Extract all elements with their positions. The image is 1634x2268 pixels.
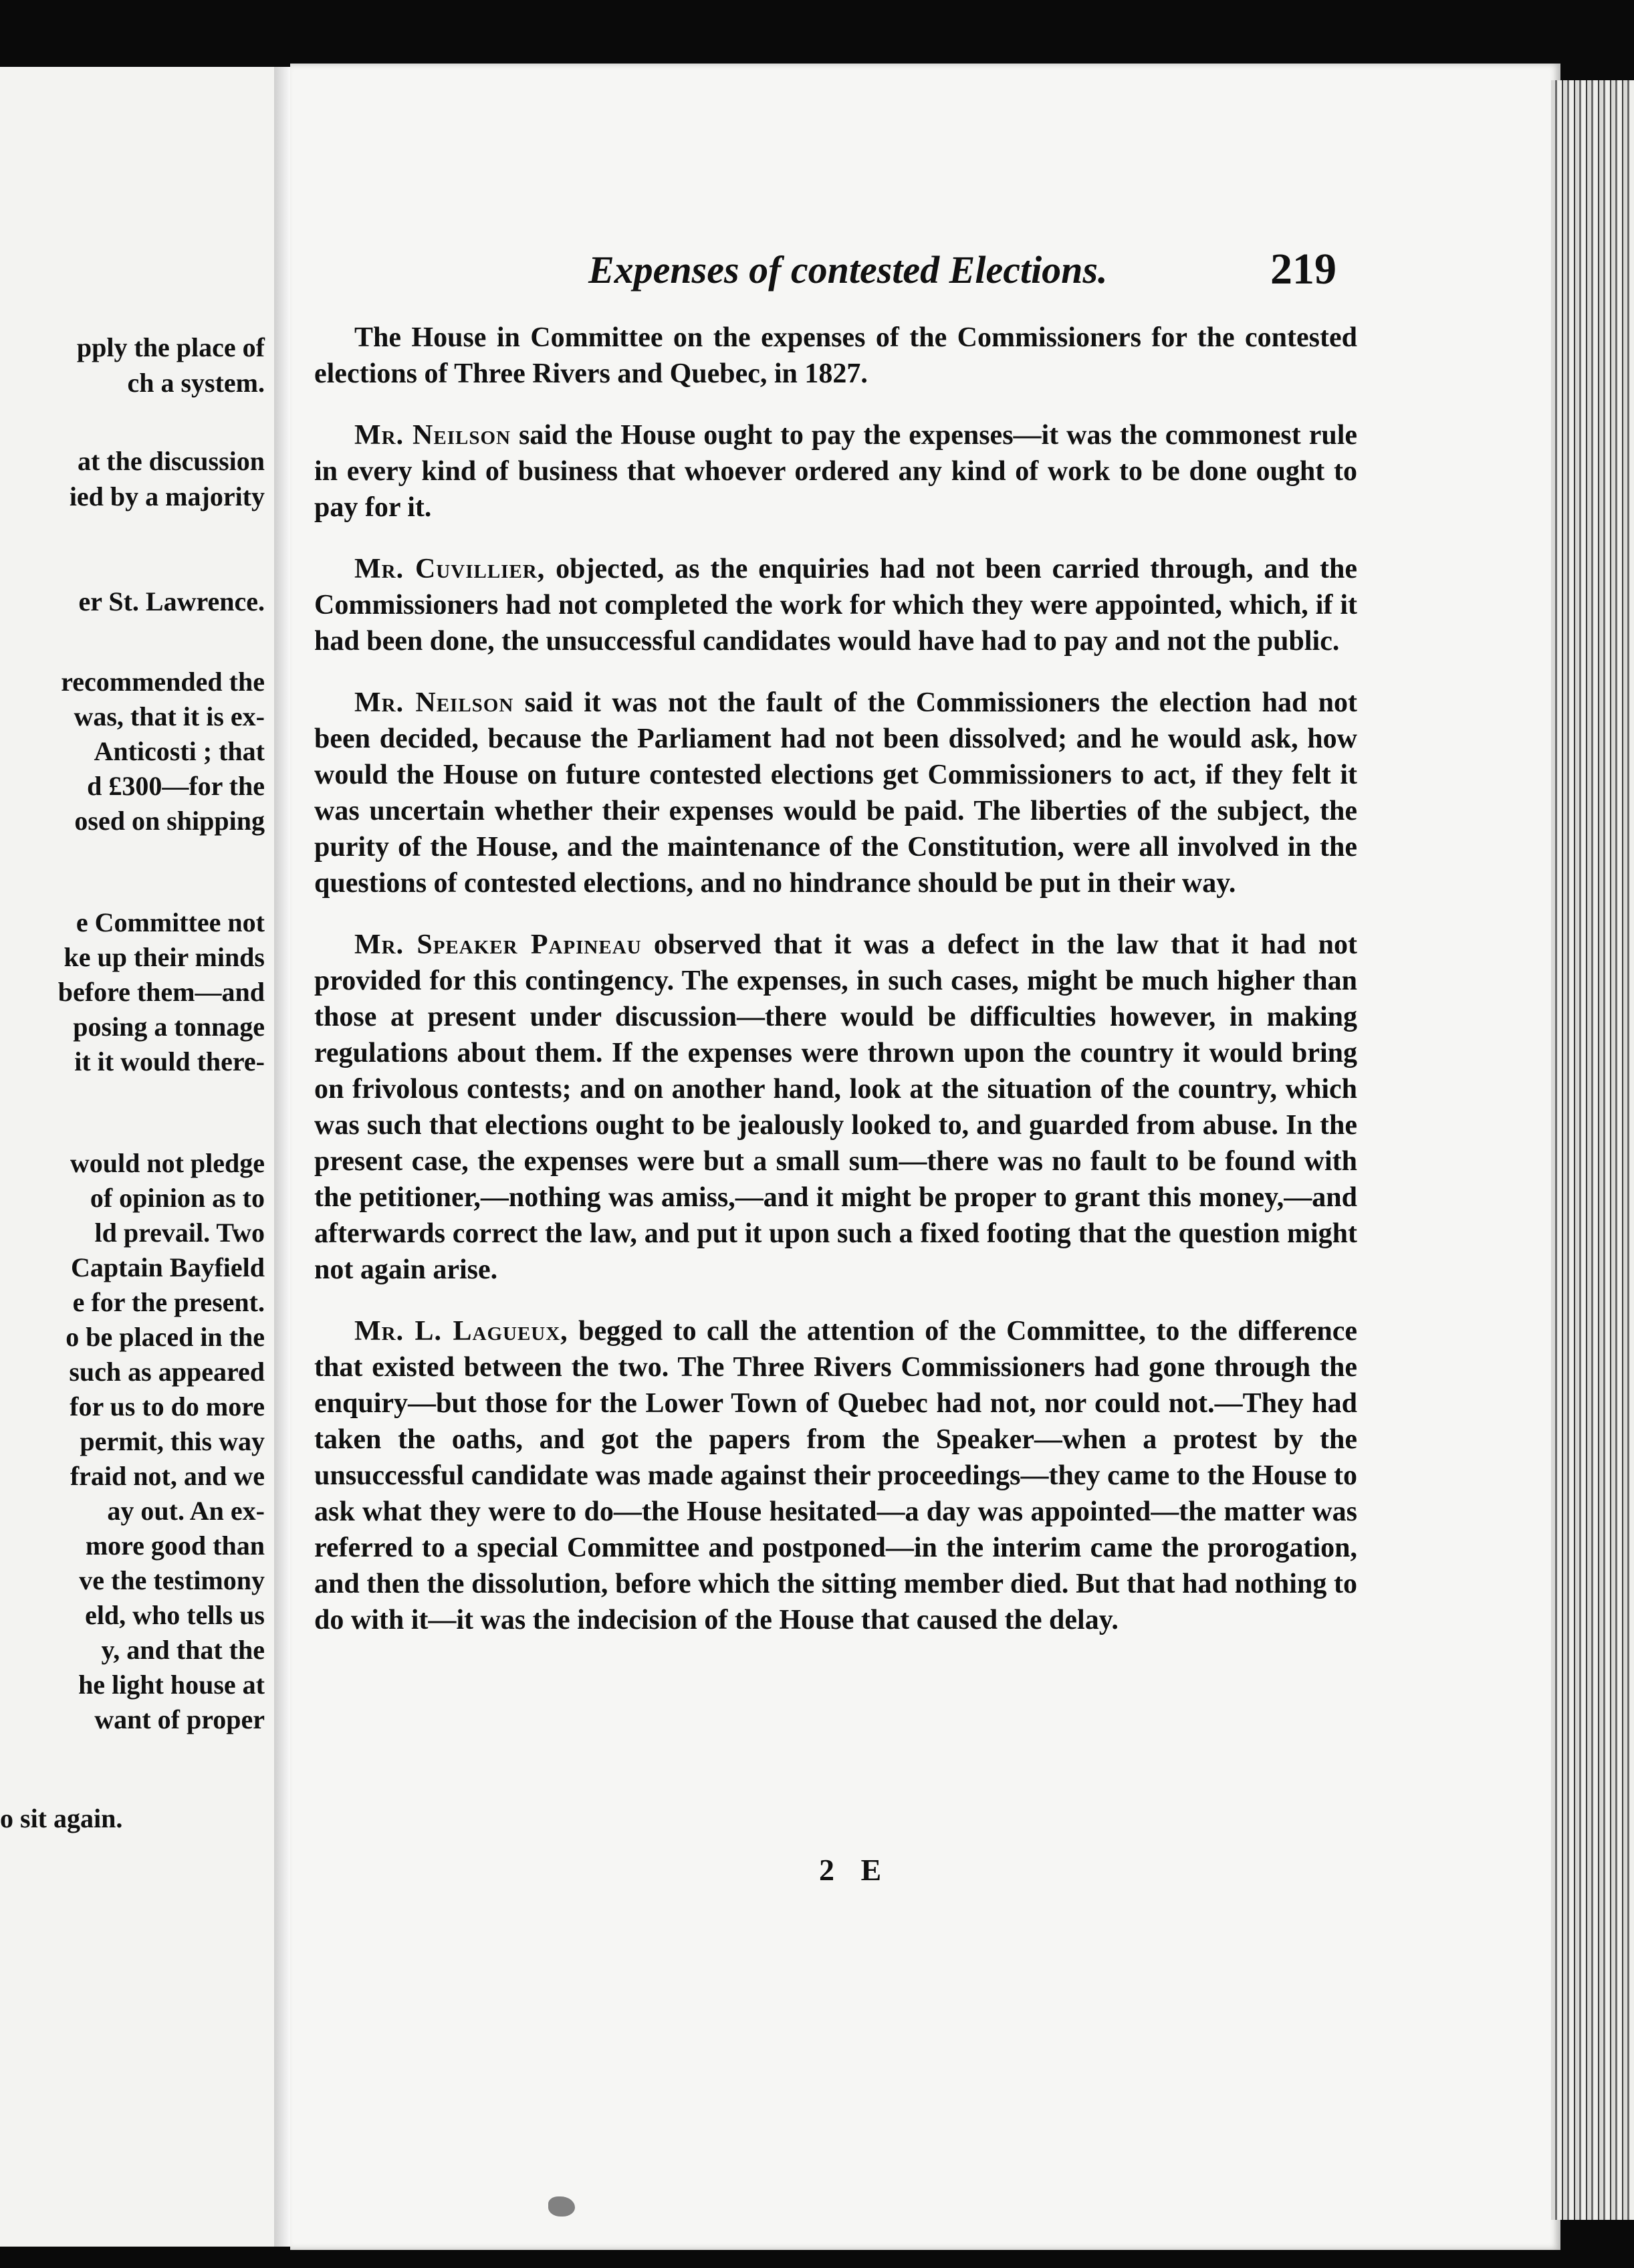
left-page-line: ld prevail. Two [94,1218,265,1248]
left-page-line: ied by a majority [69,481,265,512]
left-page-line: recommended the [61,667,265,697]
left-page-line: would not pledge [70,1148,265,1178]
left-page-line: d £300—for the [87,771,265,801]
speaker-name: Mr. Cuvillier, [354,554,546,584]
left-page-line: ke up their minds [64,942,265,972]
signature-mark: 2 E [819,1853,891,1887]
left-page-line: er St. Lawrence. [78,586,265,616]
page-edges [1551,80,1634,2220]
left-page-line: permit, this way [80,1426,265,1456]
speaker-name: Mr. L. Lagueux, [354,1316,568,1347]
left-page-line: for us to do more [70,1391,265,1422]
left-page-line: ve the testimony [79,1565,265,1595]
speaker-name: Mr. Neilson [354,687,514,718]
left-facing-page [0,67,278,2247]
left-page-line: ay out. An ex- [107,1496,265,1526]
left-page-line: osed on shipping [74,806,265,836]
speaker-name: Mr. Neilson [354,420,511,451]
paragraph [314,417,1357,526]
paragraph-text: begged to call the attention of the Committee, to the difference that existed between the two. The Three Rivers Commissioners had gone through the enquiry—but those for the Lower Town of Quebec had not, nor could not.—They had taken the oaths, and got the papers from the Speaker—when a protest by the unsuccessful candidate was made against their proceedings—they came to the House to ask what they were to do—the House hesitated—a day was appointed—the matter was referred to a special Committee and postponed—in the interim came the prorogation, and then the dissolution, before which the sitting member died. But that had nothing to do with it—it was the indecision of the House that caused the delay. [314,1316,1357,1635]
paragraph-text: said the House ought to pay the expenses—it was the commonest rule in every kind of business that whoever ordered any kind of work to be done ought to pay for it. [314,420,1358,523]
left-page-line: o be placed in the [66,1322,265,1352]
book-gutter [274,67,290,2247]
left-page-line: Anticosti ; that [94,736,265,766]
paragraph-text: observed that it was a defect in the law that it had not provided for this contingency. The expenses, in such cases, might be much higher than those at present under discussion—there would be difficulties however, in making regulations about them. If the expenses were thrown upon the country it would bring on frivolous contests; and on another hand, look at the situation of the country, which was such that elections ought to be jealously looked to, and guarded from abuse. In the present case, the expenses were but a small sum—there was no fault to be found with the petitioner,—nothing was amiss,—and it might be proper to grant this money,—and afterwards correct the law, and put it upon such a fixed footing that the question might not again arise. [314,929,1357,1285]
left-page-line: e for the present. [72,1287,265,1317]
left-page-line: Captain Bayfield [70,1252,265,1282]
left-page-line: y, and that the [101,1635,265,1665]
main-text-column [314,320,1357,1664]
left-page-line: before them—and [57,977,265,1007]
page-number: 219 [1270,245,1336,294]
left-page-line: eld, who tells us [85,1600,265,1630]
paragraph-text: objected, as the enquiries had not been carried through, and the Commissioners had not completed the work for which they were appointed, which, if it had been done, the unsuccessful candidates would have had to pay and not the public. [314,554,1358,657]
ink-blot [548,2196,575,2217]
left-page-line: at the discussion [77,446,265,476]
left-page-line: fraid not, and we [70,1461,265,1491]
left-page-line: ch a system. [127,368,265,398]
speaker-name: Mr. Speaker Papineau [354,929,642,960]
left-page-line: o sit again. [0,1803,123,1833]
left-page-line: he light house at [78,1670,265,1700]
paragraph [314,927,1357,1288]
left-page-line: more good than [85,1530,265,1561]
left-page-line: it it would there- [74,1046,265,1076]
paragraph [314,551,1357,659]
left-page-line: of opinion as to [90,1183,265,1213]
running-title: Expenses of contested Elections. [588,248,1108,292]
left-page-line: such as appeared [69,1357,265,1387]
left-page-line: want of proper [94,1704,265,1734]
left-page-line: pply the place of [76,332,265,362]
paragraph-text: The House in Committee on the expenses of the Commissioners for the contested elections of Three Rivers and Quebec, in 1827. [314,322,1357,389]
left-page-line: posing a tonnage [73,1012,265,1042]
left-page-line: was, that it is ex- [74,701,265,731]
paragraph-text: said it was not the fault of the Commissioners the election had not been decided, because the Parliament had not been dissolved; and he would ask, how would the House on future contested elections get Commissioners to act, if they felt it was uncertain whether their expenses would be paid. The liberties of the subject, the purity of the House, and the maintenance of the Constitution, were all involved in the questions of contested elections, and no hindrance should be put in their way. [314,687,1358,899]
paragraph [314,320,1357,392]
paragraph [314,1313,1357,1638]
paragraph [314,685,1357,901]
left-page-line: e Committee not [76,907,265,937]
